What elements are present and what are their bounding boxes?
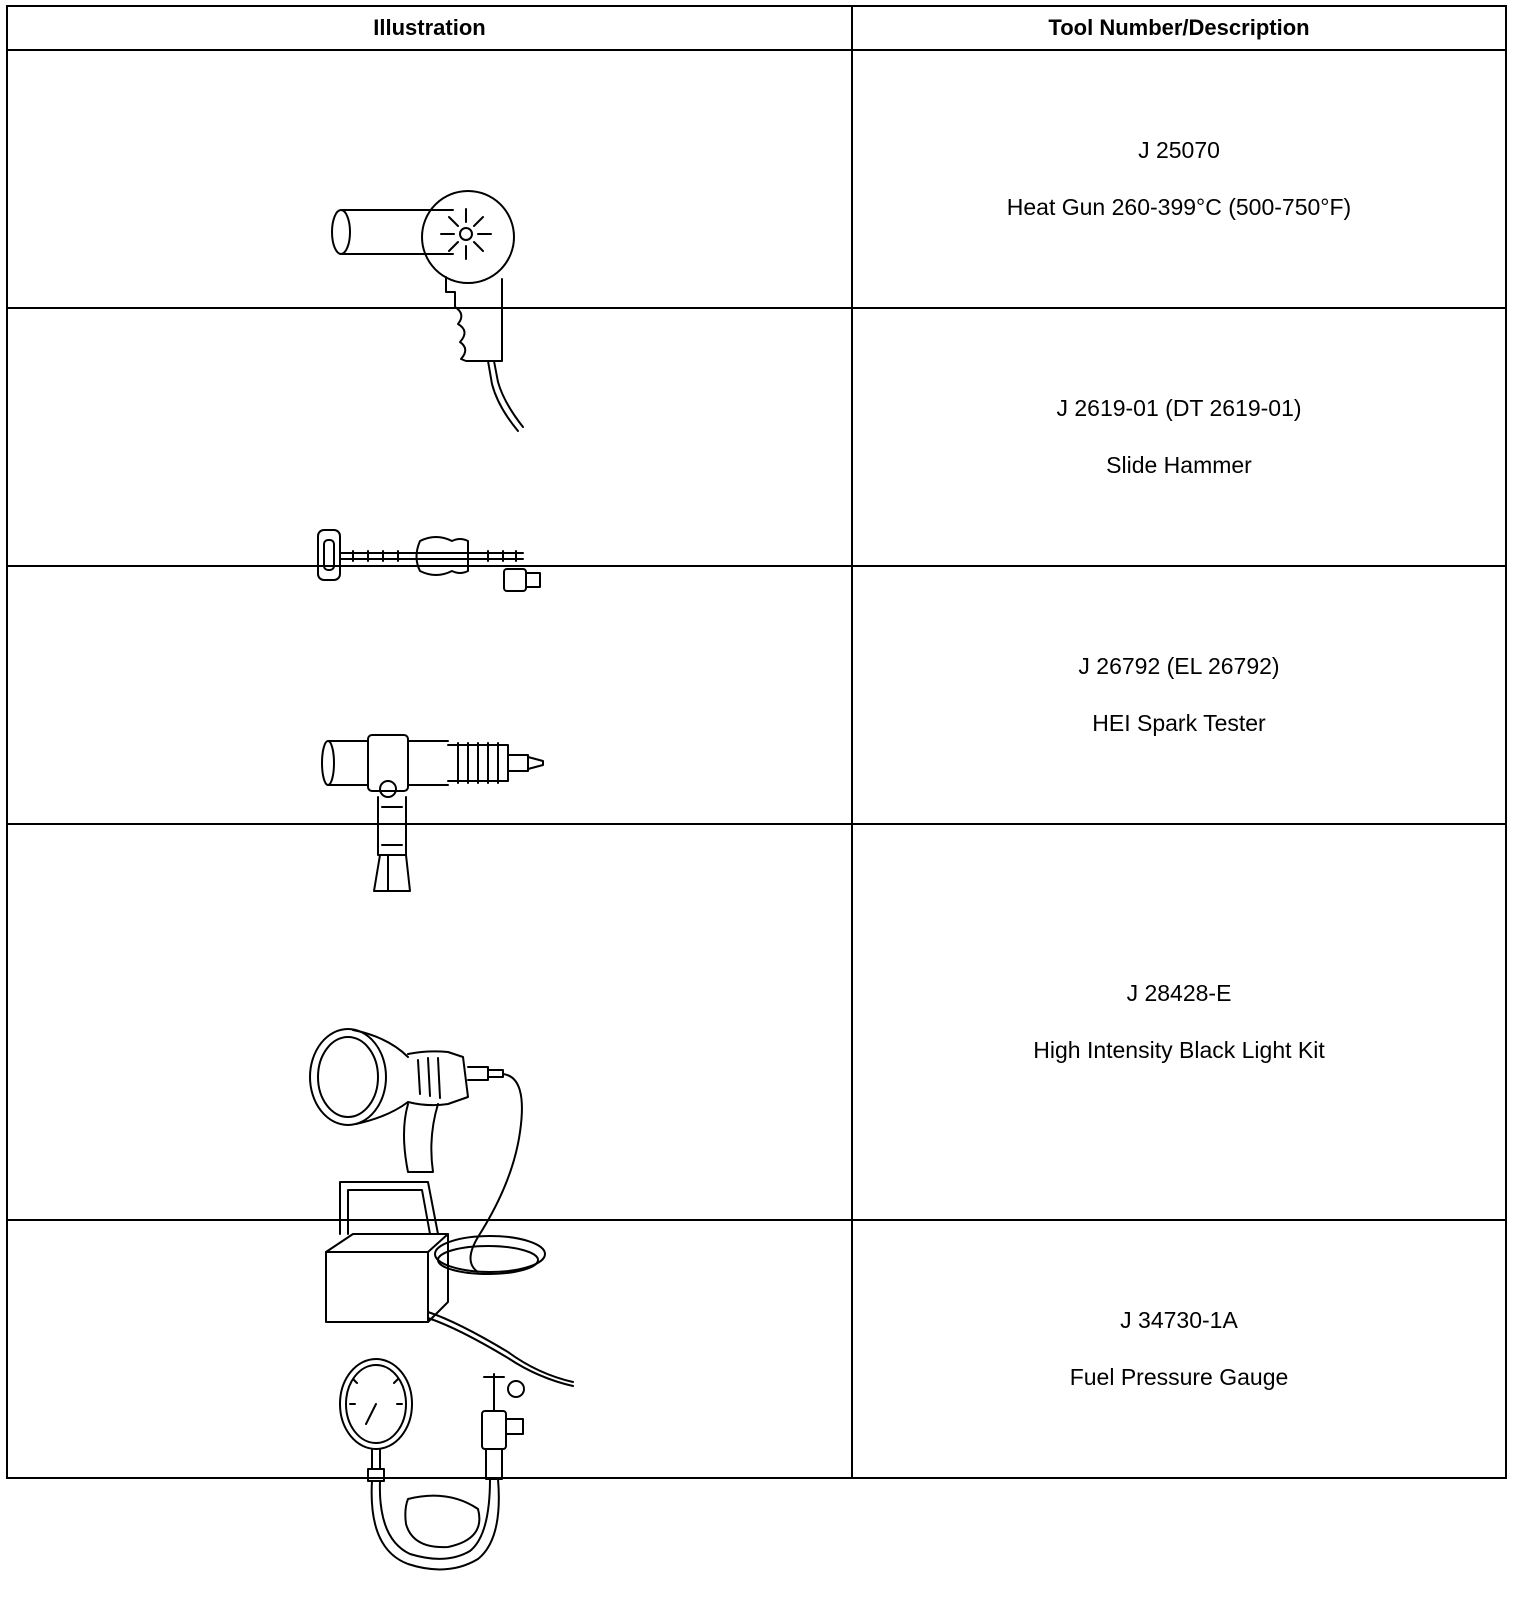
table-row [7,824,1506,1220]
tool-description: High Intensity Black Light Kit [1033,1037,1325,1063]
description-cell [852,824,1506,1220]
description-cell [852,308,1506,566]
illustration-cell [7,308,852,566]
tool-number: J 28428-E [1126,980,1232,1006]
tool-number: J 25070 [1138,137,1220,163]
tool-description: HEI Spark Tester [1092,710,1266,736]
tool-description: Slide Hammer [1106,452,1252,478]
table-row [7,566,1506,824]
description-cell [852,566,1506,824]
tool-number: J 26792 (EL 26792) [1078,653,1280,679]
table-header-row [7,6,1506,50]
illustration-cell [7,50,852,308]
illustration-cell [7,1220,852,1478]
tool-number: J 2619-01 (DT 2619-01) [1056,395,1302,421]
illustration-cell [7,566,852,824]
header-illustration: Illustration [7,6,852,50]
special-tools-table [6,5,1507,1479]
table-row [7,308,1506,566]
fuel-pressure-gauge-icon [8,1349,851,1607]
illustration-cell [7,824,852,1220]
tool-number: J 34730-1A [1120,1307,1238,1333]
tool-description: Fuel Pressure Gauge [1069,1364,1289,1390]
description-cell [852,1220,1506,1478]
header-tool-number-description: Tool Number/Description [852,6,1506,50]
tool-description: Heat Gun 260-399°C (500-750°F) [1006,194,1352,220]
table-row [7,50,1506,308]
table-row [7,1220,1506,1478]
description-cell [852,50,1506,308]
